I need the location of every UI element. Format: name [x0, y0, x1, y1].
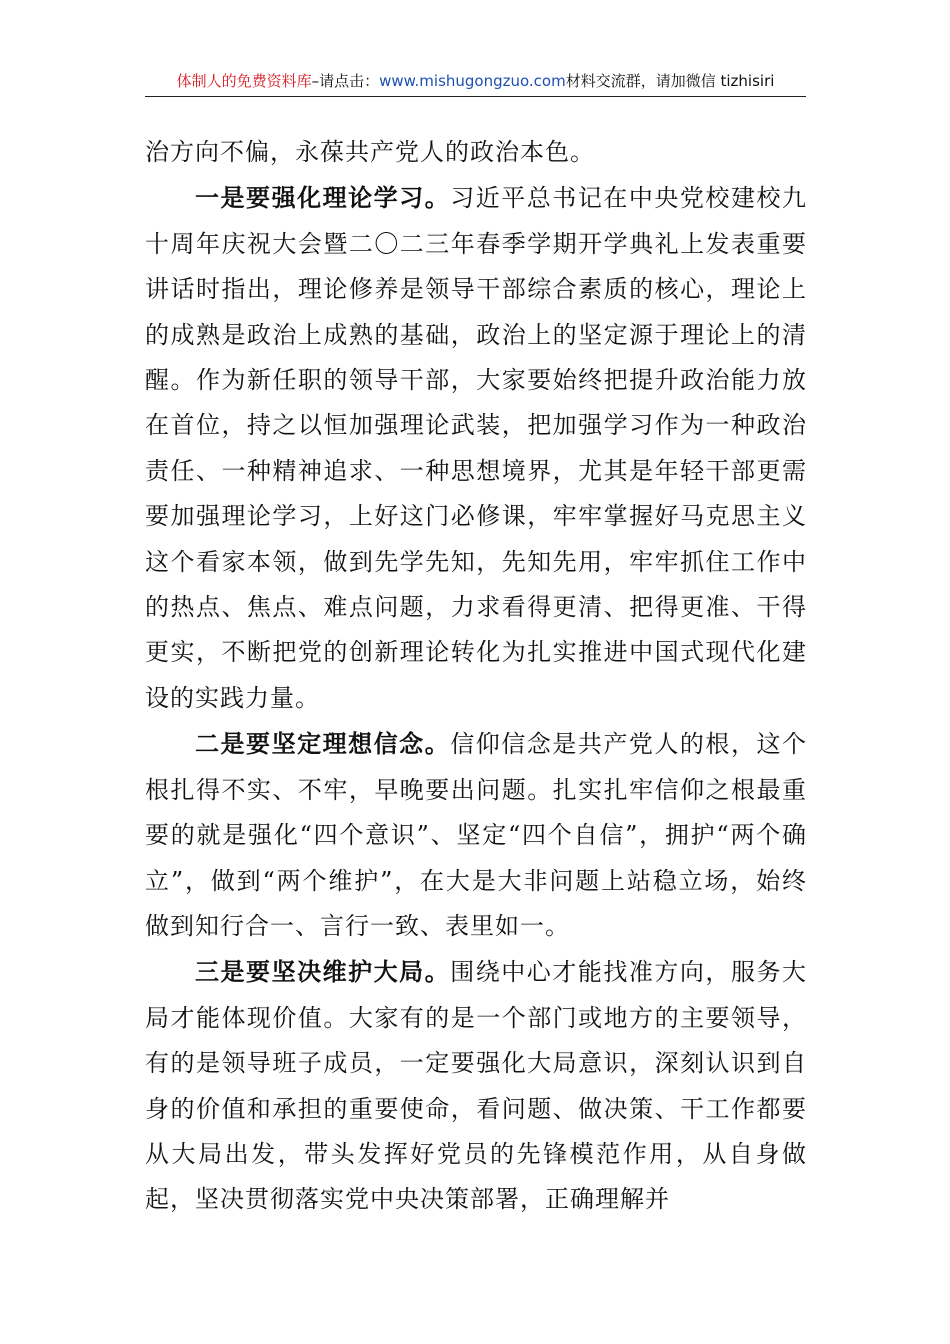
header-url-link[interactable]: www.mishugongzuo.com — [379, 72, 566, 90]
paragraph-text: 围绕中心才能找准方向，服务大局才能体现价值。大家有的是一个部门或地方的主要领导，有的是领导班子成员，一定要强化大局意识，深刻认识到自身的价值和承担的重要使命，看问题、做决策、干工作都要从大局出发，带头发挥好党员的先锋模范作用，从自身做起，坚决贯彻落实党中央决策部署，正确理解并 — [145, 958, 808, 1214]
paragraph-heading: 二是要坚定理想信念。 — [195, 729, 451, 759]
paragraph-ideals-beliefs — [145, 721, 807, 949]
paragraph-text: 信仰信念是共产党人的根，这个根扎得不实、不牢，早晚要出问题。扎实扎牢信仰之根最重要的就是强化“四个意识”、坚定“四个自信”，拥护“两个确立”，做到“两个维护”，在大是大非问题上站稳立场，始终做到知行合一、言行一致、表里如一。 — [145, 730, 808, 940]
paragraph-heading: 一是要强化理论学习。 — [195, 183, 451, 213]
header-site-name: 体制人的免费资料库 — [176, 72, 312, 90]
paragraph-continuation: 治方向不偏，永葆共产党人的政治本色。 — [145, 138, 595, 166]
paragraph-overall-situation — [145, 949, 807, 1222]
page-header — [145, 66, 806, 97]
paragraph-text: 习近平总书记在中央党校建校九十周年庆祝大会暨二〇二三年春季学期开学典礼上发表重要讲话时指出，理论修养是领导干部综合素质的核心，理论上的成熟是政治上成熟的基础，政治上的坚定源于理论上的清醒。作为新任职的领导干部，大家要始终把提升政治能力放在首位，持之以恒加强理论武装，把加强学习作为一种政治责任、一种精神追求、一种思想境界，尤其是年轻干部更需要加强理论学习，上好这门必修课，牢牢掌握好马克思主义这个看家本领，做到先学先知，先知先用，牢牢抓住工作中的热点、焦点、难点问题，力求看得更清、把得更准、干得更实，不断把党的创新理论转化为扎实推进中国式现代化建设的实践力量。 — [145, 184, 808, 712]
document-body — [145, 130, 807, 1223]
header-contact: 材料交流群，请加微信 tizhisiri — [565, 72, 775, 90]
paragraph-theory-study — [145, 175, 807, 721]
header-click-prompt: –请点击： — [311, 72, 380, 90]
paragraph-heading: 三是要坚决维护大局。 — [195, 957, 451, 987]
